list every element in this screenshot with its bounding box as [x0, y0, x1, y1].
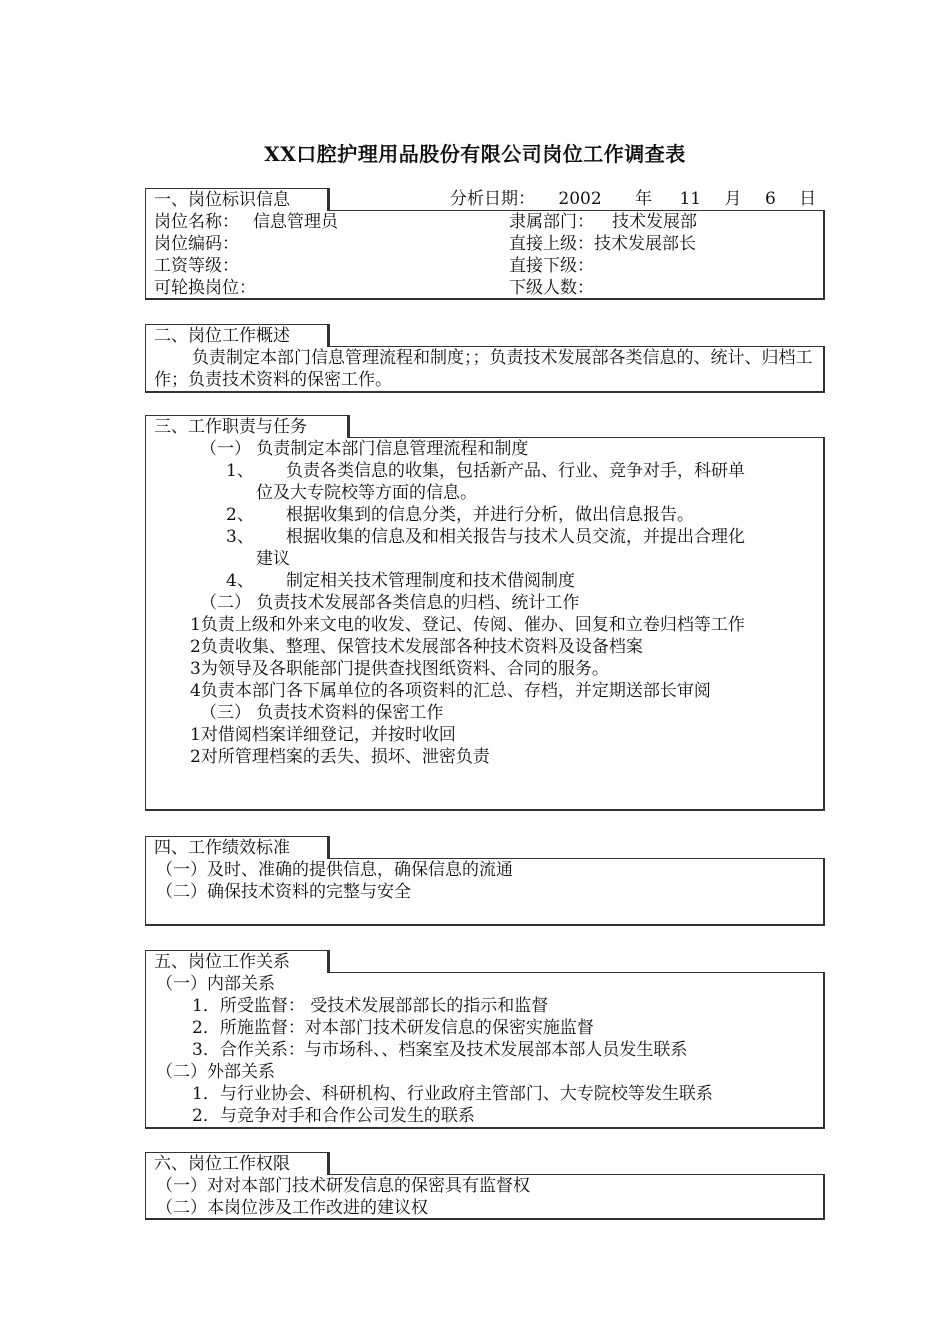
duty-item-number: 1、 [226, 461, 254, 481]
identity-row [154, 233, 823, 255]
identity-row [154, 211, 823, 233]
field-label: 下级人数： [509, 278, 594, 298]
field-label: 直接上级： [509, 234, 594, 254]
date-year-unit: 年 [635, 189, 653, 209]
date-month-unit: 月 [724, 189, 742, 209]
section-performance [145, 836, 825, 926]
field-label: 直接下级： [509, 256, 594, 276]
section-overview-heading: 二、岗位工作概述 [145, 324, 328, 347]
identity-row [154, 255, 823, 277]
field-label: 隶属部门： [509, 212, 594, 232]
relations-group-title: （二）外部关系 [156, 1062, 275, 1082]
section-identity [145, 188, 825, 300]
section-identity-box [145, 210, 825, 300]
overview-text: 负责制定本部门信息管理流程和制度；；负责技术发展部各类信息的、统计、归档工作；负责技术资料的保密工作。 [154, 348, 813, 390]
relations-group-title: （一）内部关系 [156, 974, 275, 994]
section-identity-heading: 一、岗位标识信息 [145, 188, 328, 211]
duty-item: 4负责本部门各下属单位的各项资料的汇总、存档，并定期送部长审阅 [190, 681, 711, 701]
section-authority [145, 1152, 825, 1220]
field-value: 技术发展部 [612, 212, 697, 232]
section-duties [145, 415, 825, 811]
duty-item [154, 460, 823, 504]
section-authority-heading: 六、岗位工作权限 [145, 1152, 328, 1175]
performance-item: （一）及时、准确的提供信息，确保信息的流通 [156, 860, 513, 880]
section-relations [145, 950, 825, 1129]
duty-item [154, 526, 823, 570]
relation-item: 2．与竞争对手和合作公司发生的联系 [192, 1106, 475, 1126]
field-label: 可轮换岗位： [154, 278, 256, 298]
duty-item-number: 4、 [226, 571, 254, 591]
duty-item [154, 504, 823, 526]
duty-item [154, 570, 823, 592]
duty-group-title: （一） 负责制定本部门信息管理流程和制度 [200, 439, 529, 459]
field-value: 技术发展部长 [594, 234, 696, 254]
duty-item-continuation: 建议 [256, 549, 290, 569]
duty-item [154, 614, 823, 636]
section-relations-heading: 五、岗位工作关系 [145, 950, 328, 973]
authority-item: （一）对对本部门技术研发信息的保密具有监督权 [156, 1176, 530, 1196]
duty-group-title: （三） 负责技术资料的保密工作 [200, 703, 444, 723]
date-month: 11 [679, 189, 702, 209]
duty-group-title: （二） 负责技术发展部各类信息的归档、统计工作 [200, 593, 580, 613]
date-label: 分析日期： [450, 189, 535, 209]
duty-item-text: 制定相关技术管理制度和技术借阅制度 [286, 571, 575, 591]
identity-row [154, 277, 823, 299]
document-title: XX口腔护理用品股份有限公司岗位工作调查表 [264, 142, 686, 166]
duty-item: 1对借阅档案详细登记，并按时收回 [190, 725, 456, 745]
field-label: 工资等级： [154, 256, 239, 276]
relation-item: 1．所受监督： 受技术发展部部长的指示和监督 [192, 996, 549, 1016]
duty-item-text: 根据收集的信息及和相关报告与技术人员交流，并提出合理化 [286, 527, 745, 547]
section-relations-box [145, 972, 825, 1129]
performance-item: （二）确保技术资料的完整与安全 [156, 882, 411, 902]
relation-item: 1．与行业协会、科研机构、行业政府主管部门、大专院校等发生联系 [192, 1084, 713, 1104]
relation-item: 3．合作关系：与市场科、、档案室及技术发展部本部人员发生联系 [192, 1040, 688, 1060]
date-day-unit: 日 [799, 189, 817, 209]
duty-item: 2对所管理档案的丢失、损坏、泄密负责 [190, 747, 490, 767]
date-year: 2002 [558, 189, 602, 209]
duty-item-text: 负责各类信息的收集，包括新产品、行业、竞争对手，科研单 [286, 461, 745, 481]
date-day: 6 [764, 189, 776, 209]
relation-item: 2．所施监督：对本部门技术研发信息的保密实施监督 [192, 1018, 594, 1038]
duty-item-number: 2、 [226, 505, 254, 525]
section-duties-box [145, 437, 825, 811]
analysis-date [450, 188, 816, 210]
section-duties-heading: 三、工作职责与任务 [145, 415, 348, 438]
section-authority-box [145, 1174, 825, 1220]
section-performance-heading: 四、工作绩效标准 [145, 836, 328, 859]
field-label: 岗位名称： [154, 212, 239, 232]
duty-item: 3为领导及各职能部门提供查找图纸资料、合同的服务。 [190, 659, 609, 679]
authority-item: （二）本岗位涉及工作改进的建议权 [156, 1198, 428, 1218]
field-value: 信息管理员 [253, 212, 338, 232]
duty-item-number: 3、 [226, 527, 254, 547]
section-performance-box [145, 858, 825, 926]
section-overview [145, 324, 825, 393]
duty-item-text: 根据收集到的信息分类，并进行分析，做出信息报告。 [286, 505, 694, 525]
section-overview-box [145, 346, 825, 393]
duty-item-continuation: 位及大专院校等方面的信息。 [256, 483, 477, 503]
duty-item: 2负责收集、整理、保管技术发展部各种技术资料及设备档案 [190, 637, 643, 657]
duty-item-text: 1负责上级和外来文电的收发、登记、传阅、催办、回复和立卷归档等工作 [190, 615, 745, 635]
field-label: 岗位编码： [154, 234, 239, 254]
